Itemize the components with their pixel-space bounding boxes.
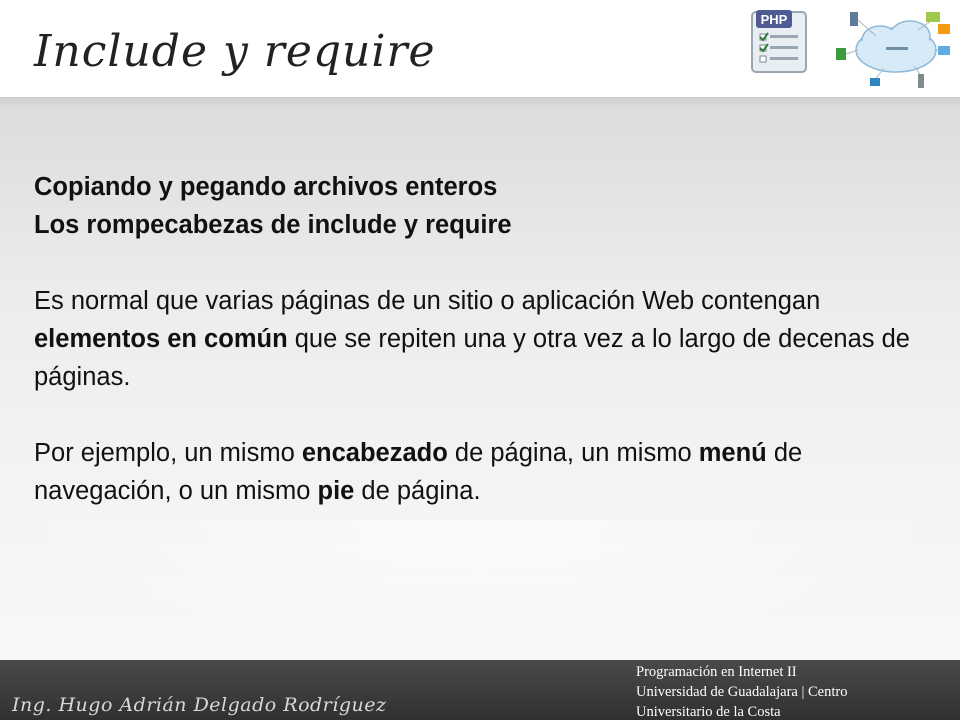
emphasis-elementos: elementos en común [34,325,288,353]
paragraph-1: Es normal que varias páginas de un sitio o aplicación Web contengan elementos en común que se repiten una y otra vez a lo largo de decenas de páginas. [34,287,910,391]
emphasis-pie: pie [317,477,355,505]
php-label: PHP [760,12,788,27]
author-name: Ing. Hugo Adrián Delgado Rodríguez [12,694,387,716]
footer-bar [0,660,960,720]
slide-body [34,168,934,510]
slide-title: Include y require [34,26,436,77]
php-document-icon [748,8,810,74]
course-name: Programación en Internet II [636,664,797,680]
emphasis-menu: menú [698,439,767,467]
institution-line-1: Universidad de Guadalajara | Centro [636,684,848,700]
emphasis-encabezado: encabezado [301,439,448,467]
institution-line-2: Universitario de la Costa [636,704,781,720]
cloud-computing-icon [830,6,956,92]
subtitle-1: Copiando y pegando archivos enteros [34,173,498,201]
title-band [0,0,960,97]
paragraph-2: Por ejemplo, un mismo encabezado de página, un mismo menú de navegación, o un mismo pie de página. [34,439,803,505]
footer-info [636,662,956,722]
subtitle-2: Los rompecabezas de include y require [34,211,512,239]
